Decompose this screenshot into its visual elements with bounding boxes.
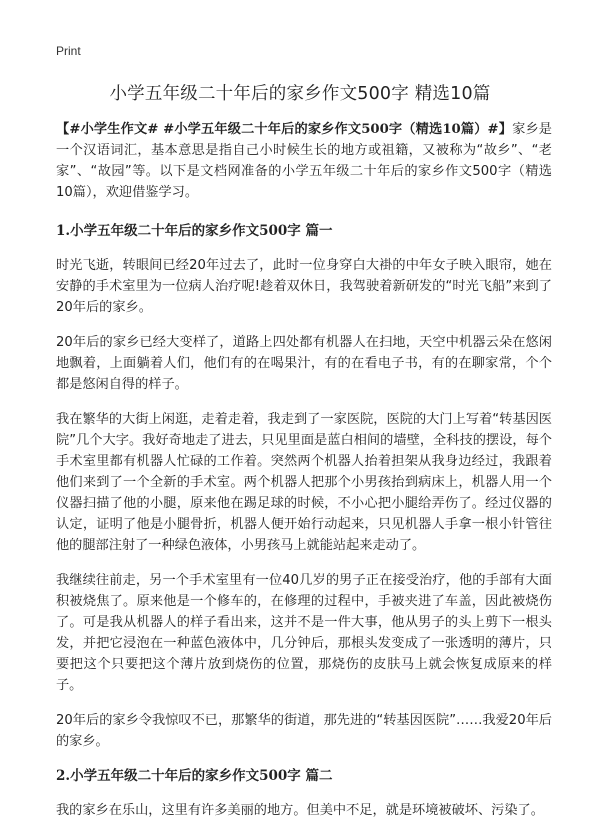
section-heading: 1.小学五年级二十年后的家乡作文500字 篇一	[56, 223, 333, 239]
section-heading: 2.小学五年级二十年后的家乡作文500字 篇二	[56, 768, 333, 784]
paragraph: 时光飞逝，转眼间已经20年过去了，此时一位身穿白大褂的中年女子映入眼帘，她在安静的手术室里为一位病人治疗呢!趁着双休日，我驾驶着新研发的“时光飞船”来到了20年后的家乡。	[56, 258, 552, 315]
paragraph: 我的家乡在乐山，这里有许多美丽的地方。但美中不足，就是环境被破坏、污染了。	[56, 803, 544, 818]
paragraph: 20年后的家乡令我惊叹不已，那繁华的街道，那先进的“转基因医院”……我爱20年后的家乡。	[56, 713, 552, 749]
intro-tag: 【#小学生作文# #小学五年级二十年后的家乡作文500字（精选10篇）#】	[56, 122, 513, 137]
paragraph: 我继续往前走，另一个手术室里有一位40几岁的男子正在接受治疗，他的手部有大面积被烧焦了。原来他是一个修车的，在修理的过程中，手被夹进了车盖，因此被烧伤了。可是我从机器人的样子看出来，这并不是一件大事，他从男子的头上剪下一根头发，并把它浸泡在一种蓝色液体中，几分钟后，那根头发变成了一张透明的薄片，只要把这个只要把这个薄片放到烧伤的位置，那烧伤的皮肤马上就会恢复成原来的样子。	[56, 573, 552, 693]
paragraph: 我在繁华的大街上闲逛，走着走着，我走到了一家医院，医院的大门上写着“转基因医院”几个大字。我好奇地走了进去，只见里面是蓝白相间的墙壁，全科技的摆设，每个手术室里都有机器人忙碌的工作着。突然两个机器人抬着担架从我身边经过，我跟着他们来到了一个全新的手术室。两个机器人把那个小男孩抬到病床上，机器人用一个仪器扫描了他的小腿，原来他在踢足球的时候，不小心把小腿给弄伤了。经过仪器的认定，证明了他是小腿骨折，机器人便开始行动起来，只见机器人手拿一根小针管往他的腿部注射了一种绿色液体，小男孩马上就能站起来走动了。	[56, 412, 552, 553]
article-title: 小学五年级二十年后的家乡作文500字 精选10篇	[109, 84, 491, 104]
paragraph: 20年后的家乡已经大变样了，道路上四处都有机器人在扫地，天空中机器云朵在悠闲地飘着，上面躺着人们，他们有的在喝果汁，有的在看电子书，有的在聊家常，个个都是悠闲自得的样子。	[56, 335, 552, 392]
print-link[interactable]: Print	[56, 44, 81, 58]
intro-text: 家乡是一个汉语词汇，基本意思是指自己小时候生长的地方或祖籍，又被称为“故乡”、“老家”、“故园”等。以下是文档网准备的小学五年级二十年后的家乡作文500字（精选10篇），欢迎借鉴学习。	[56, 122, 552, 200]
article-body	[56, 119, 552, 835]
article-intro	[56, 119, 552, 203]
